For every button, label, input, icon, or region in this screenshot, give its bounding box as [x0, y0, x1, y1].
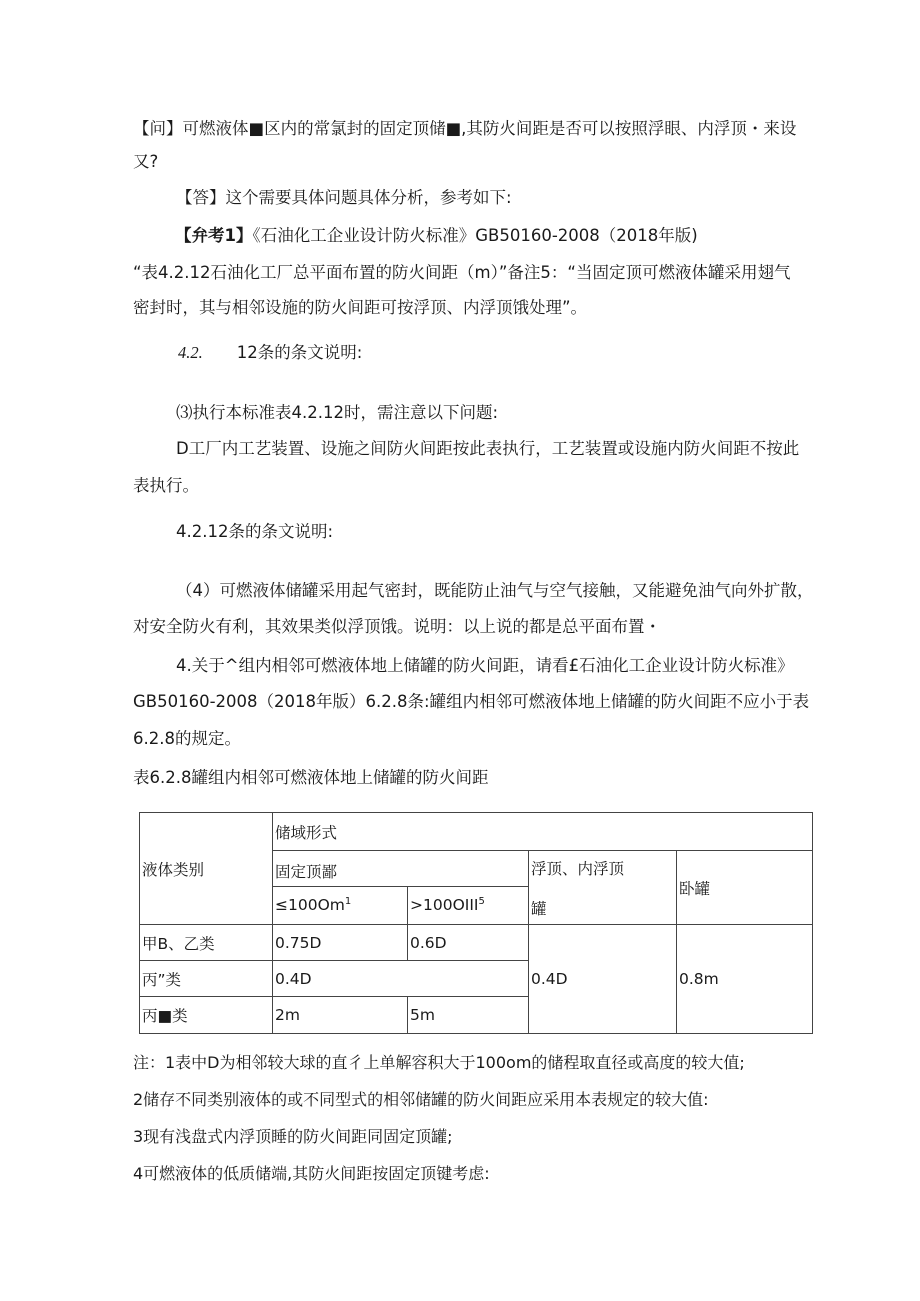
answer-intro: 【答】这个需要具体问题具体分析，参考如下: — [176, 188, 512, 207]
point-4-line-1: 4.关于^组内相邻可燃液体地上储罐的防火间距，请看£石油化工企业设计防火标准》 — [176, 656, 794, 675]
clause-heading — [178, 342, 362, 364]
clause-number: 4.2. — [178, 343, 203, 362]
header-fixed-roof: 固定顶鄙 — [273, 851, 529, 887]
cell-value: 2m — [273, 997, 408, 1034]
header-volume-le-1000: $\le 100Om^1$ — [273, 887, 408, 925]
cell-value: 0.4D — [273, 961, 529, 997]
question-line-1: 【问】可燃液体■区内的常氯封的固定顶储■,其防火间距是否可以按照浮眼、内浮顶・来设 — [133, 119, 797, 138]
table-row — [140, 925, 813, 961]
note-line-2: 密封时，其与相邻设施的防火间距可按浮顶、内浮顶饿处理”。 — [133, 298, 588, 317]
footnote-1: 注：1表中D为相邻较大球的直彳上单解容积大于100om的储程取直径或高度的较大值; — [133, 1053, 745, 1072]
cell-category: 丙■类 — [140, 997, 273, 1034]
cell-category: 丙”类 — [140, 961, 273, 997]
point-4-line-2: GB50160-2008（2018年版）6.2.8条:罐组内相邻可燃液体地上储罐的防火间距不应小于表 — [133, 692, 810, 711]
clause-item-4-line-2: 对安全防火有利，其效果类似浮顶饿。说明：以上说的都是总平面布置・ — [133, 617, 661, 636]
cell-floating-value: 0.4D — [529, 925, 677, 1034]
header-floating-roof: 浮顶、内浮顶 罐 — [529, 851, 677, 925]
cell-value: 5m — [408, 997, 529, 1034]
fire-distance-table — [139, 812, 813, 1034]
footnote-2: 2储存不同类别液体的或不同型式的相邻储罐的防火间距应采用本表规定的较大值: — [133, 1090, 709, 1109]
header-storage-type: 储域形式 — [273, 813, 813, 851]
clause-item-4-line-1: （4）可燃液体储罐采用起气密封，既能防止油气与空气接触，又能避免油气向外扩散， — [176, 581, 814, 600]
point-4-line-3: 6.2.8的规定。 — [133, 729, 241, 748]
question-line-2: 又? — [133, 152, 159, 171]
cell-category: 甲B、乙类 — [140, 925, 273, 961]
footnote-3: 3现有浅盘式内浮顶睡的防火间距同固定顶罐; — [133, 1127, 453, 1146]
clause-item-d-line-1: D工厂内工艺装置、设施之间防火间距按此表执行，工艺装置或设施内防火间距不按此 — [176, 439, 800, 458]
cell-horizontal-value: 0.8m — [677, 925, 813, 1034]
note-line-1: “表4.2.12石油化工厂总平面布置的防火间距（m）”备注5：“当固定顶可燃液体罐采用翅气 — [133, 263, 791, 282]
header-volume-gt-1000: $>100OIII^5$ — [408, 887, 529, 925]
footnote-4: 4可燃液体的低质储端,其防火间距按固定顶键考虑: — [133, 1164, 490, 1183]
reference-title: 《石油化工企业设计防火标准》GB50160-2008（2018年版) — [252, 226, 698, 245]
header-liquid-category: 液体类别 — [140, 813, 273, 925]
header-horizontal-tank: 卧罐 — [677, 851, 813, 925]
clause-item-d-line-2: 表执行。 — [133, 476, 199, 495]
table-caption: 表6.2.8罐组内相邻可燃液体地上储罐的防火间距 — [133, 768, 489, 787]
reference-label: 【弁考1】 — [175, 226, 253, 245]
cell-value: 0.6D — [408, 925, 529, 961]
clause-heading-tail: 12条的条文说明: — [236, 343, 363, 362]
reference-line — [175, 225, 698, 247]
clause-item-3: ⑶执行本标准表4.2.12时，需注意以下问题: — [176, 403, 499, 422]
clause-heading-2: 4.2.12条的条文说明: — [176, 522, 334, 541]
cell-value: 0.75D — [273, 925, 408, 961]
